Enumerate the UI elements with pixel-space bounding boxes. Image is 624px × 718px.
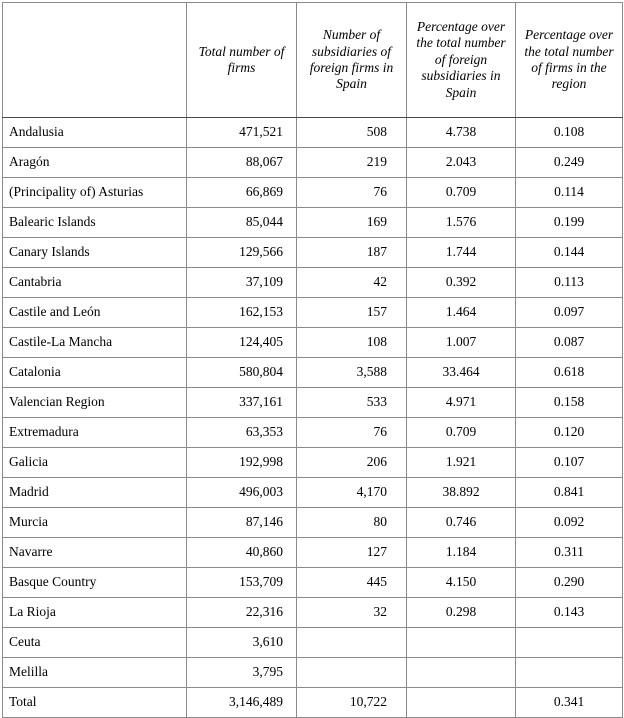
cell-region: Valencian Region [3, 388, 187, 418]
firms-by-region-table [2, 2, 623, 718]
cell-percentage-of-foreign-subsidiaries: 33.464 [407, 358, 516, 388]
cell-region: Extremadura [3, 418, 187, 448]
table-row [3, 388, 623, 418]
cell-foreign-subsidiaries: 533 [297, 388, 407, 418]
table-header [3, 3, 623, 118]
cell-region: Cantabria [3, 268, 187, 298]
cell-percentage-of-regional-firms: 0.097 [516, 298, 623, 328]
cell-region: Murcia [3, 508, 187, 538]
cell-percentage-of-regional-firms: 0.158 [516, 388, 623, 418]
table-row [3, 298, 623, 328]
cell-region: (Principality of) Asturias [3, 178, 187, 208]
cell-percentage-of-regional-firms: 0.249 [516, 148, 623, 178]
table-row [3, 478, 623, 508]
table-row [3, 628, 623, 658]
cell-total-firms: 580,804 [187, 358, 297, 388]
cell-region: Andalusia [3, 118, 187, 148]
cell-foreign-subsidiaries: 206 [297, 448, 407, 478]
table-row [3, 328, 623, 358]
cell-region: Madrid [3, 478, 187, 508]
cell-percentage-of-foreign-subsidiaries: 4.738 [407, 118, 516, 148]
cell-total-firms: 496,003 [187, 478, 297, 508]
table-row [3, 178, 623, 208]
cell-total-firms: 3,146,489 [187, 688, 297, 718]
cell-total-firms: 124,405 [187, 328, 297, 358]
cell-foreign-subsidiaries: 187 [297, 238, 407, 268]
cell-region: Catalonia [3, 358, 187, 388]
table-row [3, 568, 623, 598]
cell-region: Castile-La Mancha [3, 328, 187, 358]
cell-foreign-subsidiaries: 127 [297, 538, 407, 568]
column-header-total-firms: Total number of firms [187, 3, 297, 118]
cell-foreign-subsidiaries: 169 [297, 208, 407, 238]
cell-total-firms: 87,146 [187, 508, 297, 538]
cell-percentage-of-foreign-subsidiaries: 1.576 [407, 208, 516, 238]
cell-foreign-subsidiaries: 4,170 [297, 478, 407, 508]
table-row [3, 688, 623, 718]
column-header-region [3, 3, 187, 118]
cell-percentage-of-regional-firms [516, 628, 623, 658]
table-row [3, 448, 623, 478]
cell-percentage-of-foreign-subsidiaries: 4.150 [407, 568, 516, 598]
cell-percentage-of-foreign-subsidiaries: 4.971 [407, 388, 516, 418]
cell-foreign-subsidiaries: 219 [297, 148, 407, 178]
cell-percentage-of-foreign-subsidiaries [407, 688, 516, 718]
cell-percentage-of-regional-firms: 0.341 [516, 688, 623, 718]
cell-percentage-of-foreign-subsidiaries: 0.392 [407, 268, 516, 298]
cell-total-firms: 337,161 [187, 388, 297, 418]
cell-total-firms: 22,316 [187, 598, 297, 628]
cell-foreign-subsidiaries: 10,722 [297, 688, 407, 718]
cell-percentage-of-regional-firms: 0.199 [516, 208, 623, 238]
cell-region: Basque Country [3, 568, 187, 598]
cell-percentage-of-foreign-subsidiaries: 1.184 [407, 538, 516, 568]
cell-percentage-of-foreign-subsidiaries: 1.007 [407, 328, 516, 358]
cell-total-firms: 37,109 [187, 268, 297, 298]
table-row [3, 358, 623, 388]
table-row [3, 118, 623, 148]
cell-region: Ceuta [3, 628, 187, 658]
cell-percentage-of-foreign-subsidiaries: 38.892 [407, 478, 516, 508]
cell-total-firms: 471,521 [187, 118, 297, 148]
table-row [3, 418, 623, 448]
table-row [3, 508, 623, 538]
table-body [3, 118, 623, 718]
cell-foreign-subsidiaries: 42 [297, 268, 407, 298]
cell-total-firms: 3,610 [187, 628, 297, 658]
column-header-percentage-of-foreign-subsidiaries: Percentage over the total number of foreign subsidiaries in Spain [407, 3, 516, 118]
cell-percentage-of-regional-firms: 0.092 [516, 508, 623, 538]
cell-percentage-of-regional-firms: 0.120 [516, 418, 623, 448]
cell-region: Castile and León [3, 298, 187, 328]
cell-percentage-of-foreign-subsidiaries: 0.709 [407, 178, 516, 208]
cell-percentage-of-foreign-subsidiaries: 0.709 [407, 418, 516, 448]
cell-percentage-of-regional-firms: 0.107 [516, 448, 623, 478]
cell-percentage-of-regional-firms: 0.841 [516, 478, 623, 508]
cell-percentage-of-regional-firms: 0.290 [516, 568, 623, 598]
cell-total-firms: 63,353 [187, 418, 297, 448]
cell-percentage-of-foreign-subsidiaries: 2.043 [407, 148, 516, 178]
cell-percentage-of-regional-firms: 0.144 [516, 238, 623, 268]
cell-percentage-of-regional-firms [516, 658, 623, 688]
cell-total-firms: 129,566 [187, 238, 297, 268]
cell-foreign-subsidiaries: 3,588 [297, 358, 407, 388]
cell-foreign-subsidiaries [297, 658, 407, 688]
cell-foreign-subsidiaries: 80 [297, 508, 407, 538]
cell-region: Galicia [3, 448, 187, 478]
cell-total-firms: 66,869 [187, 178, 297, 208]
cell-percentage-of-foreign-subsidiaries [407, 658, 516, 688]
table-row [3, 658, 623, 688]
cell-percentage-of-foreign-subsidiaries: 1.464 [407, 298, 516, 328]
cell-total-firms: 153,709 [187, 568, 297, 598]
cell-region: La Rioja [3, 598, 187, 628]
table-row [3, 238, 623, 268]
cell-percentage-of-regional-firms: 0.113 [516, 268, 623, 298]
cell-percentage-of-foreign-subsidiaries: 0.298 [407, 598, 516, 628]
cell-percentage-of-regional-firms: 0.618 [516, 358, 623, 388]
table-header-row [3, 3, 623, 118]
table-row [3, 148, 623, 178]
cell-region: Aragón [3, 148, 187, 178]
table-row [3, 268, 623, 298]
cell-foreign-subsidiaries: 445 [297, 568, 407, 598]
cell-total-firms: 40,860 [187, 538, 297, 568]
cell-percentage-of-foreign-subsidiaries: 1.921 [407, 448, 516, 478]
cell-foreign-subsidiaries: 508 [297, 118, 407, 148]
cell-foreign-subsidiaries: 157 [297, 298, 407, 328]
cell-percentage-of-regional-firms: 0.087 [516, 328, 623, 358]
cell-foreign-subsidiaries: 76 [297, 418, 407, 448]
table-row [3, 538, 623, 568]
cell-region: Balearic Islands [3, 208, 187, 238]
cell-percentage-of-foreign-subsidiaries: 1.744 [407, 238, 516, 268]
column-header-percentage-of-regional-firms: Percentage over the total number of firms in the region [516, 3, 623, 118]
cell-percentage-of-regional-firms: 0.108 [516, 118, 623, 148]
cell-total-firms: 3,795 [187, 658, 297, 688]
cell-percentage-of-foreign-subsidiaries [407, 628, 516, 658]
column-header-foreign-subsidiaries: Number of subsidiaries of foreign firms in Spain [297, 3, 407, 118]
table-row [3, 208, 623, 238]
cell-percentage-of-regional-firms: 0.114 [516, 178, 623, 208]
cell-total-firms: 162,153 [187, 298, 297, 328]
cell-percentage-of-foreign-subsidiaries: 0.746 [407, 508, 516, 538]
cell-region: Melilla [3, 658, 187, 688]
cell-total-firms: 192,998 [187, 448, 297, 478]
cell-region: Canary Islands [3, 238, 187, 268]
cell-percentage-of-regional-firms: 0.311 [516, 538, 623, 568]
cell-foreign-subsidiaries: 76 [297, 178, 407, 208]
table-row [3, 598, 623, 628]
cell-region: Navarre [3, 538, 187, 568]
cell-percentage-of-regional-firms: 0.143 [516, 598, 623, 628]
cell-total-firms: 88,067 [187, 148, 297, 178]
cell-foreign-subsidiaries: 108 [297, 328, 407, 358]
cell-total-firms: 85,044 [187, 208, 297, 238]
cell-region: Total [3, 688, 187, 718]
cell-foreign-subsidiaries: 32 [297, 598, 407, 628]
cell-foreign-subsidiaries [297, 628, 407, 658]
